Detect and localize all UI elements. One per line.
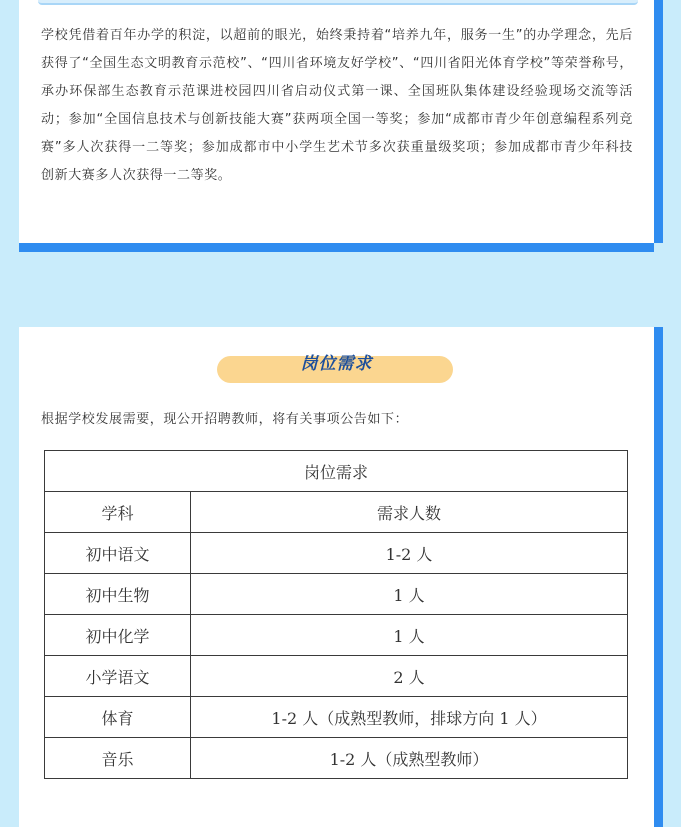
row-count: 1-2 人	[191, 533, 628, 574]
row-count: 2 人	[191, 656, 628, 697]
table-header-row	[45, 492, 628, 533]
header-count: 需求人数	[191, 492, 628, 533]
card-right-accent	[654, 0, 663, 243]
positions-intro-text: 根据学校发展需要，现公开招聘教师，将有关事项公告如下：	[41, 412, 409, 427]
table-row	[45, 615, 628, 656]
row-subject: 音乐	[45, 738, 191, 779]
row-subject: 初中生物	[45, 574, 191, 615]
card-top-decoration	[38, 0, 638, 5]
row-subject: 初中化学	[45, 615, 191, 656]
table-caption-row	[45, 451, 628, 492]
table-row	[45, 656, 628, 697]
table-row	[45, 533, 628, 574]
table-caption: 岗位需求	[45, 451, 628, 492]
row-count: 1-2 人（成熟型教师，排球方向 1 人）	[191, 697, 628, 738]
positions-table	[44, 450, 628, 779]
row-count: 1 人	[191, 615, 628, 656]
row-count: 1-2 人（成熟型教师）	[191, 738, 628, 779]
row-count: 1 人	[191, 574, 628, 615]
school-intro-card	[19, 0, 654, 252]
table-row	[45, 574, 628, 615]
table-row	[45, 697, 628, 738]
row-subject: 小学语文	[45, 656, 191, 697]
header-subject: 学科	[45, 492, 191, 533]
table-row	[45, 738, 628, 779]
row-subject: 初中语文	[45, 533, 191, 574]
school-intro-paragraph: 学校凭借着百年办学的积淀，以超前的眼光，始终秉持着“培养九年，服务一生”的办学理念，先后获得了“全国生态文明教育示范校”、“四川省环境友好学校”、“四川省阳光体育学校”等荣誉称号，承办环保部生态教育示范课进校园四川省启动仪式第一课、全国班队集体建设经验现场交流等活动；参加“全国信息技术与创新技能大赛”获两项全国一等奖；参加“成都市青少年创意编程系列竞赛”多人次获得一二等奖；参加成都市中小学生艺术节多次获重量级奖项；参加成都市青少年科技创新大赛多人次获得一二等奖。	[41, 28, 633, 183]
positions-card	[19, 327, 654, 827]
section-title: 岗位需求	[300, 354, 373, 374]
row-subject: 体育	[45, 697, 191, 738]
card-right-accent	[654, 327, 663, 827]
